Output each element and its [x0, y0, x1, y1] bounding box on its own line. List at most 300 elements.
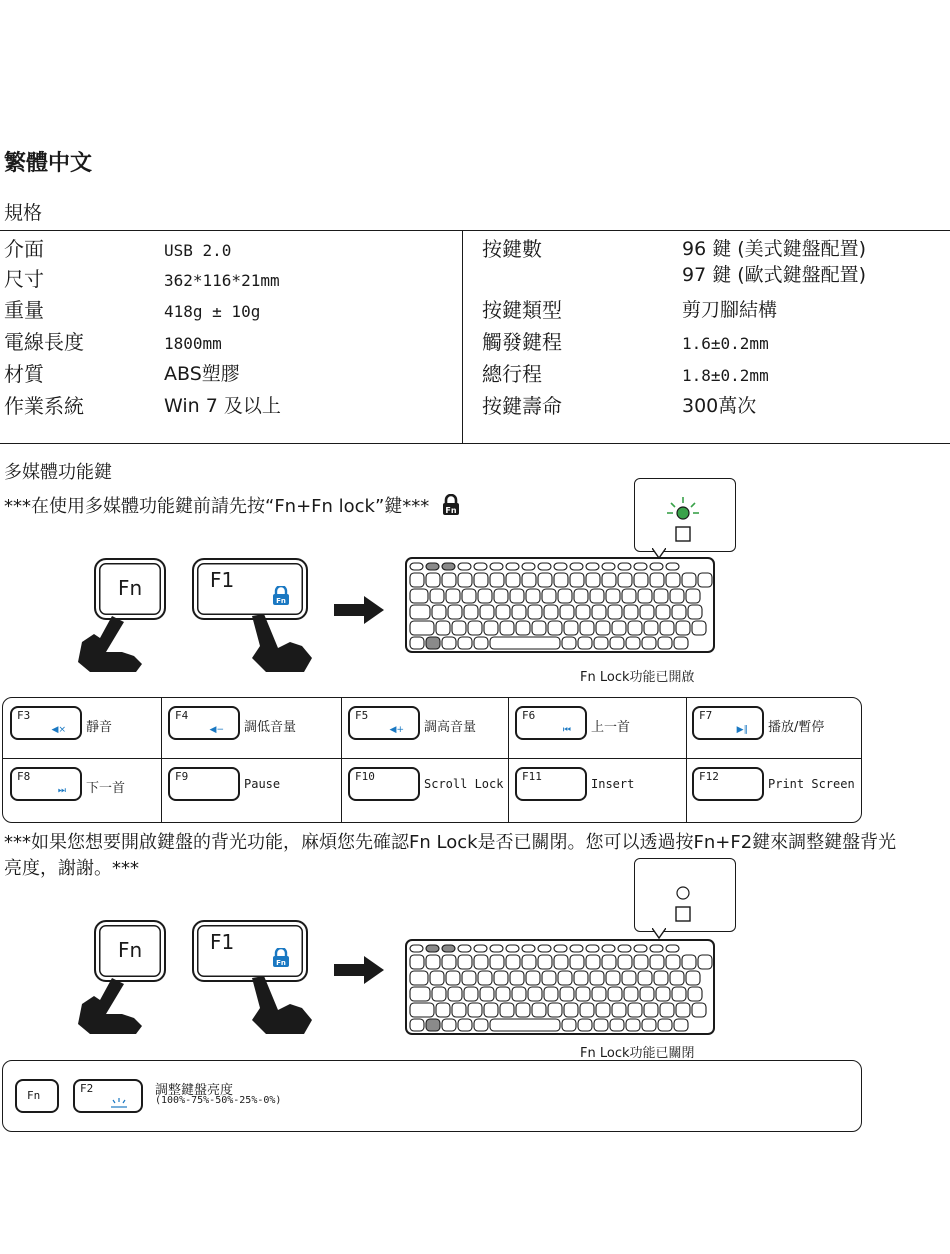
- keycap: [474, 1019, 488, 1031]
- spec-label: 總行程: [482, 362, 542, 386]
- keycap: [596, 621, 610, 635]
- keycap: [626, 637, 640, 649]
- keycap: [624, 605, 638, 619]
- function-key-f5: [348, 706, 420, 740]
- keycap: [670, 589, 684, 603]
- spec-value: 1.6±0.2mm: [682, 334, 769, 353]
- function-key-description: Print Screen: [768, 777, 855, 791]
- keycap: [506, 563, 519, 570]
- keycap: [650, 563, 663, 570]
- keycap: [602, 945, 615, 952]
- keycap: [500, 1003, 514, 1017]
- spec-value: USB 2.0: [164, 241, 232, 260]
- keycap: [426, 1019, 440, 1031]
- keycap: [674, 637, 688, 649]
- keycap: [448, 987, 462, 1001]
- fn-lock-icon: [272, 586, 290, 606]
- spec-value: 362*116*21mm: [164, 271, 280, 290]
- keycap: [512, 987, 526, 1001]
- keycap: [474, 563, 487, 570]
- keycap: [634, 955, 648, 969]
- keycap: [452, 621, 466, 635]
- keycap: [640, 987, 654, 1001]
- keycap: [586, 573, 600, 587]
- function-key-f10: [348, 767, 420, 801]
- function-key-description: 調低音量: [244, 720, 297, 735]
- multimedia-heading: 多媒體功能鍵: [4, 462, 112, 483]
- keyboard-illustration: [404, 556, 720, 660]
- keycap: [432, 987, 446, 1001]
- function-key-f11: [515, 767, 587, 801]
- function-key-label: F6: [522, 709, 536, 722]
- keycap: [410, 1003, 434, 1017]
- keycap: [426, 955, 440, 969]
- keycap: [596, 1003, 610, 1017]
- pressing-hand-icon: [242, 974, 320, 1036]
- keycap: [474, 955, 488, 969]
- keycap: [426, 563, 439, 570]
- keycap: [458, 573, 472, 587]
- keycap: [526, 971, 540, 985]
- keycap: [586, 945, 599, 952]
- keycap: [590, 589, 604, 603]
- keycap: [522, 955, 536, 969]
- keycap: [468, 621, 482, 635]
- keycap: [430, 589, 444, 603]
- keycap: [458, 945, 471, 952]
- spec-value: Win 7 及以上: [164, 395, 281, 417]
- backlight-levels: (100%-75%-50%-25%-0%): [155, 1095, 282, 1106]
- keycap: [410, 563, 423, 570]
- keycap: [676, 621, 690, 635]
- spec-value: 1800mm: [164, 334, 222, 353]
- col-divider: [341, 698, 342, 822]
- volume-down-icon: ◀−: [209, 725, 224, 735]
- function-key-description: 靜音: [86, 720, 113, 735]
- keycap: [570, 563, 583, 570]
- keycap: [558, 589, 572, 603]
- keycap: [692, 1003, 706, 1017]
- keycap: [510, 971, 524, 985]
- keycap: [446, 589, 460, 603]
- keycap: [426, 945, 439, 952]
- svg-text:Fn: Fn: [276, 959, 286, 967]
- keycap: [686, 971, 700, 985]
- keycap: [410, 589, 428, 603]
- keycap: [458, 1019, 472, 1031]
- keycap: [436, 621, 450, 635]
- led-indicator-bubble: [634, 478, 736, 552]
- bubble-pointer: [652, 548, 666, 560]
- arrow-right-icon: [334, 954, 386, 986]
- keycap: [458, 563, 471, 570]
- led-on-icon: [635, 479, 735, 551]
- keycap: [654, 589, 668, 603]
- keycap: [480, 605, 494, 619]
- previous-track-icon: ⏮: [562, 725, 571, 735]
- spec-label: 重量: [4, 298, 44, 322]
- keycap: [442, 1019, 456, 1031]
- keycap: [618, 573, 632, 587]
- function-key-label: F12: [699, 770, 719, 783]
- f2-key: [73, 1079, 143, 1113]
- keycap: [688, 605, 702, 619]
- keycap: [606, 589, 620, 603]
- backlight-note: ***如果您想要開啟鍵盤的背光功能，麻煩您先確認Fn Lock是否已關閉。您可以透過按Fn+F2鍵來調整鍵盤背光亮度，謝謝。***: [4, 832, 897, 879]
- spec-label: 作業系統: [4, 394, 84, 418]
- keycap: [612, 1003, 626, 1017]
- row-divider: [3, 758, 861, 759]
- keycap: [542, 589, 556, 603]
- keycap: [560, 987, 574, 1001]
- keycap: [562, 1019, 576, 1031]
- fn-key-label: Fn: [118, 938, 143, 962]
- keycap: [496, 987, 510, 1001]
- keycap: [474, 637, 488, 649]
- keycap: [576, 605, 590, 619]
- keycap: [638, 589, 652, 603]
- keycap: [528, 987, 542, 1001]
- f1-key-label: F1: [210, 930, 235, 954]
- keycap: [666, 563, 679, 570]
- keycap: [528, 605, 542, 619]
- keycap: [484, 621, 498, 635]
- keycap: [608, 987, 622, 1001]
- keycap: [594, 1019, 608, 1031]
- keycap: [426, 637, 440, 649]
- keycap: [602, 563, 615, 570]
- keycap: [522, 563, 535, 570]
- keycap: [666, 945, 679, 952]
- keycap: [610, 1019, 624, 1031]
- keycap: [480, 987, 494, 1001]
- keycap: [558, 971, 572, 985]
- fn-key-label: Fn: [118, 576, 143, 600]
- pressing-hand-icon: [242, 612, 320, 674]
- keycap: [574, 589, 588, 603]
- keycap: [628, 621, 642, 635]
- backlight-icon: [109, 1097, 129, 1109]
- function-key-f6: [515, 706, 587, 740]
- keycap: [516, 1003, 530, 1017]
- fn-key-label: Fn: [27, 1089, 41, 1102]
- keycap: [656, 987, 670, 1001]
- col-divider: [161, 698, 162, 822]
- keycap: [658, 1019, 672, 1031]
- backlight-title: 調整鍵盤亮度: [155, 1083, 234, 1098]
- keycap: [410, 1019, 424, 1031]
- keycap: [670, 971, 684, 985]
- keycap: [644, 621, 658, 635]
- function-key-description: 播放/暫停: [768, 720, 825, 735]
- spec-label: 按鍵數: [482, 237, 542, 261]
- keycap: [538, 573, 552, 587]
- keycap: [580, 621, 594, 635]
- function-key-f8: [10, 767, 82, 801]
- function-key-f7: [692, 706, 764, 740]
- keycap: [538, 945, 551, 952]
- keycap: [522, 945, 535, 952]
- keycap: [462, 589, 476, 603]
- keycap: [442, 563, 455, 570]
- keycap: [612, 621, 626, 635]
- keycap: [410, 621, 434, 635]
- spec-section-title: 規格: [4, 202, 43, 224]
- function-key-f3: [10, 706, 82, 740]
- keycap: [628, 1003, 642, 1017]
- keycap: [464, 987, 478, 1001]
- keycap: [624, 987, 638, 1001]
- keycap: [692, 621, 706, 635]
- keycap: [430, 971, 444, 985]
- pressing-hand-icon: [72, 612, 152, 674]
- arrow-right-icon: [334, 594, 386, 626]
- function-key-f12: [692, 767, 764, 801]
- keycap: [610, 637, 624, 649]
- keycap: [410, 971, 428, 985]
- keycap: [410, 955, 424, 969]
- keycap: [462, 971, 476, 985]
- language-heading: 繁體中文: [4, 151, 93, 176]
- keycap: [532, 1003, 546, 1017]
- keycap: [442, 637, 456, 649]
- col-divider: [686, 698, 687, 822]
- keycap: [672, 987, 686, 1001]
- keycap: [548, 1003, 562, 1017]
- fn-lock-off-caption: Fn Lock功能已關閉: [580, 1046, 695, 1061]
- function-key-label: F3: [17, 709, 31, 722]
- led-indicator-bubble: [634, 858, 736, 932]
- keycap: [634, 945, 647, 952]
- spec-value: 剪刀腳結構: [682, 299, 778, 321]
- col-divider: [508, 698, 509, 822]
- keycap: [666, 573, 680, 587]
- keycap: [618, 955, 632, 969]
- keycap: [622, 971, 636, 985]
- keycap: [410, 573, 424, 587]
- keycap: [490, 563, 503, 570]
- keycap: [654, 971, 668, 985]
- function-key-description: Insert: [591, 777, 635, 791]
- keycap: [660, 1003, 674, 1017]
- keycap: [666, 955, 680, 969]
- keycap: [618, 563, 631, 570]
- function-key-description: Scroll Lock: [424, 777, 504, 791]
- keycap: [478, 589, 492, 603]
- keycap: [656, 605, 670, 619]
- keycap: [608, 605, 622, 619]
- keycap: [682, 573, 696, 587]
- keycap: [442, 955, 456, 969]
- keycap: [442, 573, 456, 587]
- keycap: [686, 589, 700, 603]
- keycap: [564, 1003, 578, 1017]
- keycap: [688, 987, 702, 1001]
- keycap: [490, 955, 504, 969]
- keycap: [676, 1003, 690, 1017]
- fn-lock-icon: [441, 494, 461, 516]
- keycap: [594, 637, 608, 649]
- keycap: [586, 563, 599, 570]
- function-key-label: F9: [175, 770, 189, 783]
- function-key-label: F5: [355, 709, 369, 722]
- keycap: [554, 945, 567, 952]
- volume-up-icon: ◀+: [389, 725, 404, 735]
- keycap: [426, 573, 440, 587]
- keycap: [538, 955, 552, 969]
- spec-value: 96 鍵 (美式鍵盤配置): [682, 238, 867, 260]
- keycap: [458, 955, 472, 969]
- keycap: [574, 971, 588, 985]
- keycap: [554, 563, 567, 570]
- function-key-label: F8: [17, 770, 31, 783]
- keycap: [542, 971, 556, 985]
- spec-label: 電線長度: [4, 330, 84, 354]
- spec-label: 按鍵類型: [482, 298, 562, 322]
- spec-label: 介面: [4, 237, 44, 261]
- spec-value: ABS塑膠: [164, 363, 240, 385]
- keycap: [410, 637, 424, 649]
- keycap: [658, 637, 672, 649]
- keycap: [622, 589, 636, 603]
- keycap: [660, 621, 674, 635]
- keycap: [474, 573, 488, 587]
- svg-text:Fn: Fn: [445, 506, 457, 515]
- keycap: [672, 605, 686, 619]
- keycap: [448, 605, 462, 619]
- keycap: [468, 1003, 482, 1017]
- fn-lock-on-caption: Fn Lock功能已開啟: [580, 670, 695, 685]
- keycap: [494, 589, 508, 603]
- multimedia-note-text: ***在使用多媒體功能鍵前請先按“Fn+Fn lock”鍵***: [4, 496, 430, 517]
- spec-value: 300萬次: [682, 395, 757, 417]
- f2-key-label: F2: [80, 1082, 94, 1095]
- keycap: [560, 605, 574, 619]
- f1-key-label: F1: [210, 568, 235, 592]
- function-key-label: F11: [522, 770, 542, 783]
- keycap: [590, 971, 604, 985]
- keycap: [510, 589, 524, 603]
- spec-table-top-border: [0, 230, 950, 231]
- keycap: [634, 563, 647, 570]
- spec-value: 97 鍵 (歐式鍵盤配置): [682, 264, 867, 286]
- function-key-label: F10: [355, 770, 375, 783]
- bubble-pointer: [652, 928, 666, 940]
- multimedia-note: [4, 492, 461, 518]
- function-key-f4: [168, 706, 240, 740]
- keycap: [592, 987, 606, 1001]
- spec-table-divider: [462, 230, 463, 443]
- keycap: [544, 987, 558, 1001]
- keycap: [526, 589, 540, 603]
- function-key-label: F4: [175, 709, 189, 722]
- keycap: [512, 605, 526, 619]
- spec-label: 材質: [4, 362, 44, 386]
- keycap: [562, 637, 576, 649]
- keycap: [592, 605, 606, 619]
- keycap: [494, 971, 508, 985]
- keycap: [674, 1019, 688, 1031]
- keycap: [626, 1019, 640, 1031]
- keycap: [576, 987, 590, 1001]
- fn-key: [15, 1079, 59, 1113]
- keycap: [538, 563, 551, 570]
- keycap: [532, 621, 546, 635]
- fn-key-illustration: [94, 920, 166, 982]
- function-key-description: 下一首: [86, 781, 126, 796]
- spec-value: 1.8±0.2mm: [682, 366, 769, 385]
- keycap: [682, 955, 696, 969]
- keycap: [644, 1003, 658, 1017]
- keycap: [650, 945, 663, 952]
- keycap: [554, 955, 568, 969]
- keycap: [578, 637, 592, 649]
- keycap: [698, 955, 712, 969]
- keycap: [544, 605, 558, 619]
- keycap: [478, 971, 492, 985]
- spec-label: 尺寸: [4, 267, 44, 291]
- f1-key-illustration: [192, 558, 308, 620]
- play-pause-icon: ▶∥: [736, 725, 748, 735]
- keycap: [410, 945, 423, 952]
- keycap: [432, 605, 446, 619]
- pressing-hand-icon: [72, 974, 152, 1036]
- function-key-label: F7: [699, 709, 713, 722]
- spec-table-bottom-border: [0, 443, 950, 444]
- keycap: [634, 573, 648, 587]
- backlight-table: [2, 1060, 862, 1132]
- keycap: [410, 605, 430, 619]
- f1-key-illustration: [192, 920, 308, 982]
- keycap: [578, 1019, 592, 1031]
- keycap: [446, 971, 460, 985]
- keycap: [522, 573, 536, 587]
- keycap: [570, 945, 583, 952]
- keycap: [484, 1003, 498, 1017]
- keycap: [506, 955, 520, 969]
- keycap: [490, 573, 504, 587]
- keycap: [458, 637, 472, 649]
- keycap: [500, 621, 514, 635]
- keycap: [464, 605, 478, 619]
- keycap: [506, 573, 520, 587]
- keycap: [452, 1003, 466, 1017]
- keycap: [490, 945, 503, 952]
- keycap: [506, 945, 519, 952]
- keycap: [490, 1019, 560, 1031]
- fn-key-illustration: [94, 558, 166, 620]
- led-off-icon: [635, 859, 735, 931]
- keycap: [496, 605, 510, 619]
- keycap: [640, 605, 654, 619]
- function-key-f9: [168, 767, 240, 801]
- keycap: [642, 637, 656, 649]
- keycap: [474, 945, 487, 952]
- keycap: [698, 573, 712, 587]
- spec-label: 觸發鍵程: [482, 330, 562, 354]
- keycap: [602, 573, 616, 587]
- keycap: [570, 955, 584, 969]
- next-track-icon: ⏭: [57, 786, 66, 796]
- keycap: [642, 1019, 656, 1031]
- function-key-description: Pause: [244, 777, 281, 791]
- keycap: [548, 621, 562, 635]
- keycap: [638, 971, 652, 985]
- keycap: [442, 945, 455, 952]
- function-key-description: 上一首: [591, 720, 631, 735]
- mute-icon: ◀×: [51, 725, 66, 735]
- keycap: [602, 955, 616, 969]
